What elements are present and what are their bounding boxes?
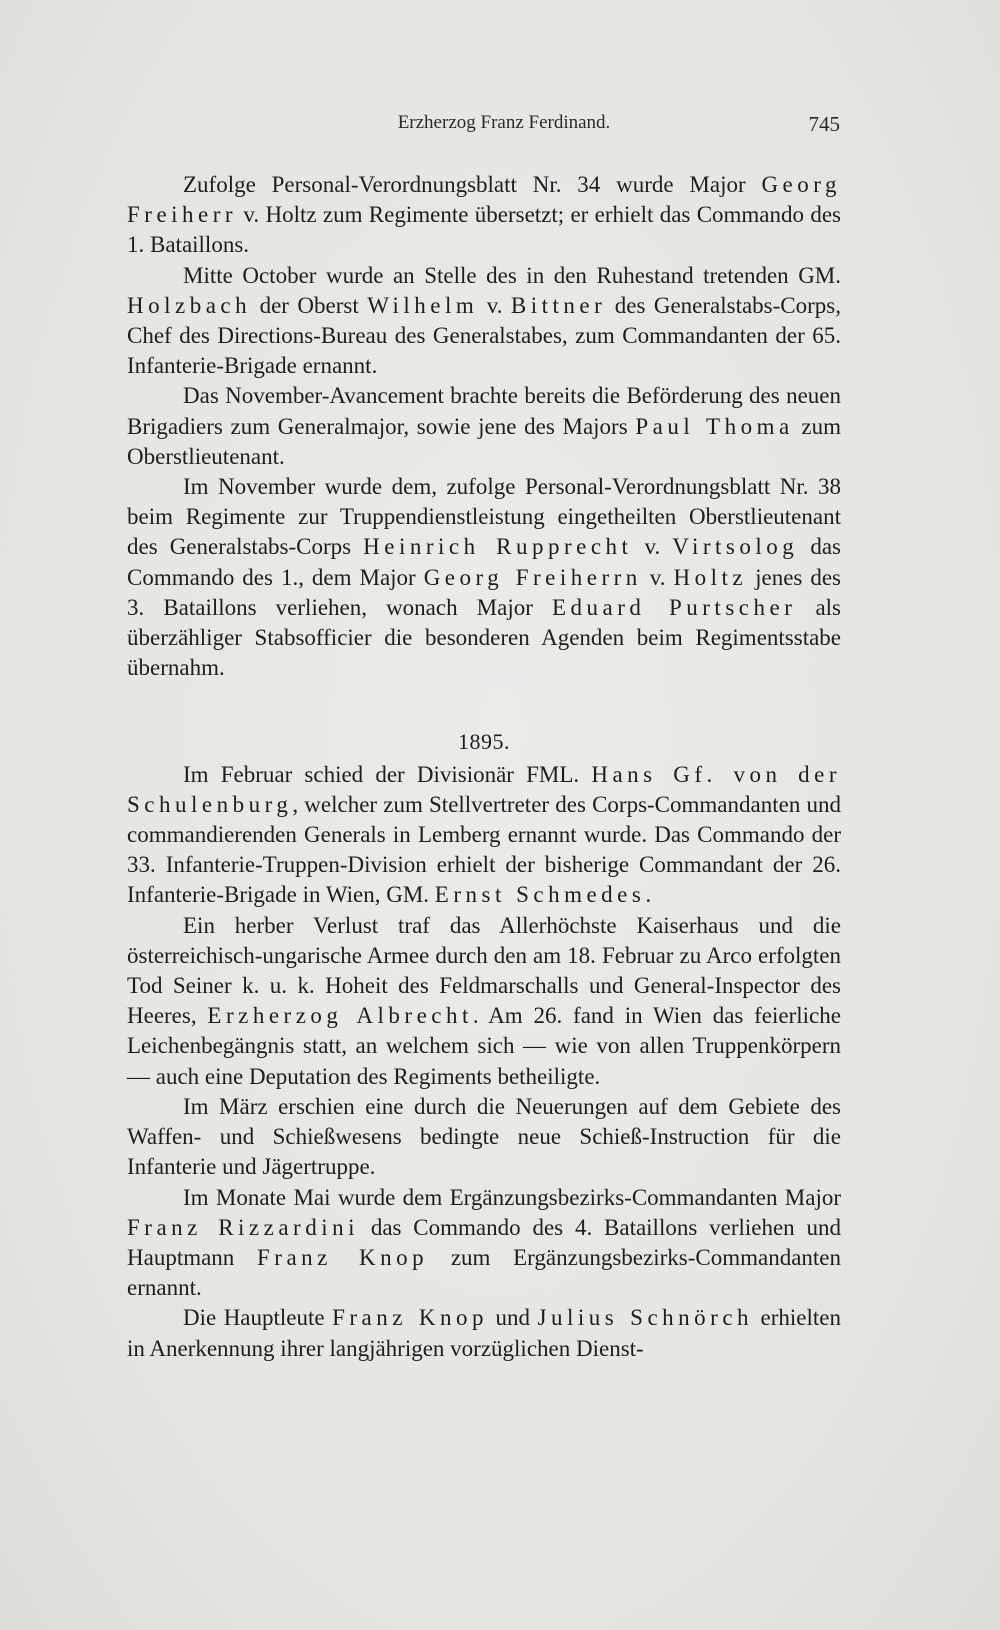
spaced-name: Holzbach (127, 292, 252, 318)
spaced-name: Ernst Schmedes (434, 882, 646, 908)
spaced-name: Hans Gf. von der Schulenburg (127, 761, 841, 817)
spaced-name: Bittner (510, 292, 607, 318)
spaced-name: Heinrich Rupprecht (363, 534, 633, 560)
paragraph-february-schulenburg: Im Februar schied der Divisionär FML. Hans Gf. von der Schulenburg, welcher zum Stellvertreter des Corps-Commandanten und commandierenden Generals in Lemberg ernannt wurde. Das Commando der 33. Infanterie-Truppen-Division erhielt der bisherige Commandant der 26. Infanterie-Brigade in Wien, GM. Ernst Schmedes. (127, 761, 841, 908)
spaced-name: Franz Knop (257, 1244, 429, 1270)
running-title: Erzherzog Franz Ferdinand. (397, 112, 611, 133)
spaced-name: Wilhelm (367, 292, 479, 318)
paragraph-holtz-transfer: Zufolge Personal-Verordnungsblatt Nr. 34 wurde Major Georg Freiherr v. Holtz zum Regimente übersetzt; er erhielt das Commando des 1. Bataillons. (127, 172, 841, 258)
spaced-name: Paul Thoma (635, 413, 794, 439)
body-text (127, 170, 841, 1364)
spaced-name: Franz Knop (332, 1305, 489, 1331)
spaced-name: Franz Rizzardini (127, 1214, 359, 1240)
spaced-name: Julius Schnörch (537, 1305, 754, 1331)
paragraph-march-instruction: Im März erschien eine durch die Neuerungen auf dem Gebiete des Waffen- und Schießwesens bedingte neue Schieß-Instruction für die Infanterie und Jägertruppe. (127, 1093, 841, 1180)
spaced-name: Erzherzog Albrecht (207, 1003, 473, 1029)
spaced-name: Georg Freiherrn (423, 564, 642, 590)
page-number: 745 (808, 112, 840, 136)
paragraph-may-commands: Im Monate Mai wurde dem Ergänzungsbezirks-Commandanten Major Franz Rizzardini das Commando des 4. Bataillons verliehen und Hauptmann Franz Knop zum Ergänzungsbezirks-Commandanten ernannt. (127, 1184, 842, 1301)
spaced-name: Eduard Purtscher (551, 594, 797, 620)
paragraph-october: Mitte October wurde an Stelle des in den Ruhestand tretenden GM. Holzbach der Oberst Wilhelm v. Bittner des Generalstabs-Corps, Chef des Directions-Bureau des Generalstabes, zum Commandanten der 65. Infanterie-Brigade ernannt. (127, 262, 841, 379)
paragraph-november-commands: Im November wurde dem, zufolge Personal-Verordnungsblatt Nr. 38 beim Regimente zur Truppendienstleistung eingetheilten Oberstlieutenant des Generalstabs-Corps Heinrich Rupprecht v. Virtsolog das Commando des 1., dem Major Georg Freiherrn v. Holtz jenes des 3. Bataillons verliehen, wonach Major Eduard Purtscher als überzähliger Stabsofficier die besonderen Agenden beim Regimentsstabe übernahm. (127, 474, 842, 681)
spaced-name: Georg Freiherr (127, 172, 841, 228)
spaced-name: Virtsolog (672, 534, 799, 560)
page-header (128, 112, 840, 144)
spaced-name: Holtz (673, 564, 748, 590)
paragraph-albrecht-death: Ein herber Verlust traf das Allerhöchste Kaiserhaus und die österreichisch-ungarische Armee durch den am 18. Februar zu Arco erfolgten Tod Seiner k. u. k. Hoheit des Feldmarschalls und General-Inspector des Heeres, Erzherzog Albrecht. Am 26. fand in Wien das feierliche Leichenbegängnis statt, an welchem sich — wie von allen Truppenkörpern — auch eine Deputation des Regiments betheiligte. (127, 912, 841, 1089)
year-heading: 1895. (458, 729, 510, 755)
paragraph-november-avancement: Das November-Avancement brachte bereits die Beförderung des neuen Brigadiers zum Generalmajor, sowie jene des Majors Paul Thoma zum Oberstlieutenant. (127, 383, 842, 469)
paragraph-hauptleute: Die Hauptleute Franz Knop und Julius Schnörch erhielten in Anerkennung ihrer langjährigen vorzüglichen Dienst- (127, 1305, 841, 1361)
